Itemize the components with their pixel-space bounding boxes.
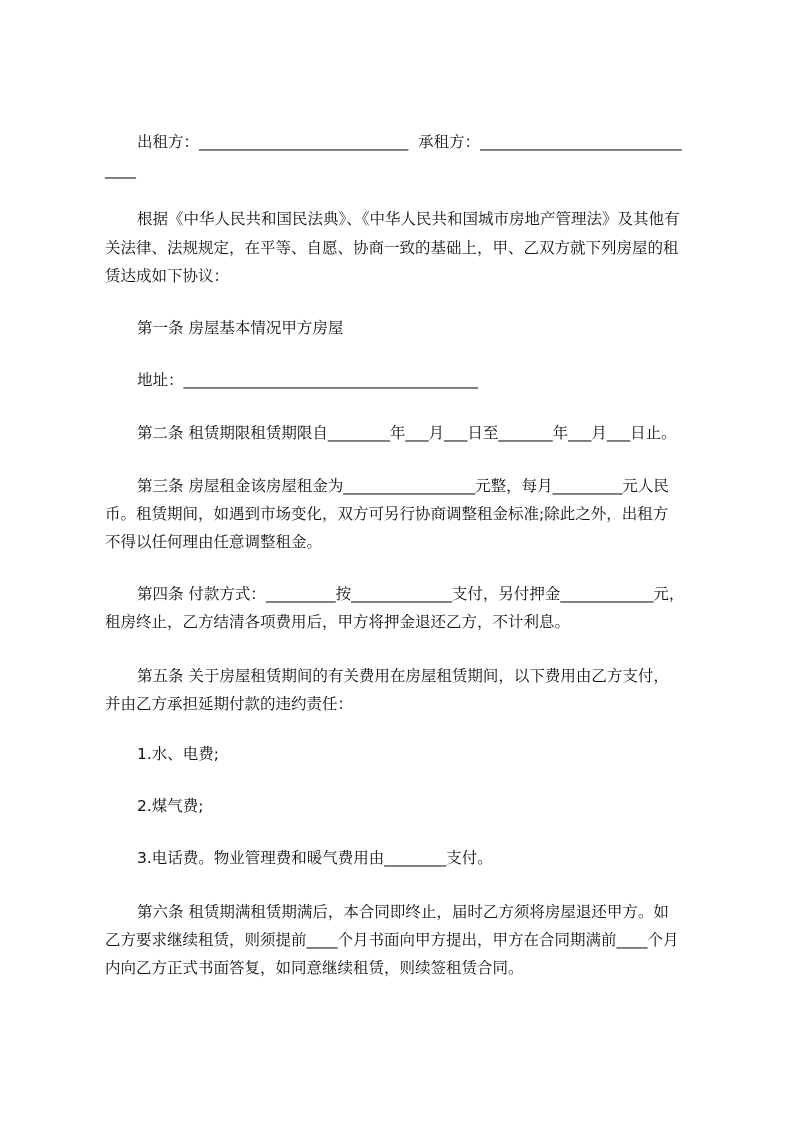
article1-title: 第一条 房屋基本情况甲方房屋 <box>137 319 344 337</box>
preamble-line: 根据《中华人民共和国民法典》、《中华人民共和国城市房地产管理法》及其他有 <box>137 210 680 228</box>
article1-address: 地址：______________________________________ <box>137 371 479 389</box>
article4-line: 租房终止，乙方结清各项费用后，甲方将押金退还乙方，不计利息。 <box>105 613 571 631</box>
article6-line: 乙方要求继续租赁，则须提前____个月书面向甲方提出，甲方在合同期满前____个月 <box>105 931 679 949</box>
article5-line: 第五条 关于房屋租赁期间的有关费用在房屋租赁期间，以下费用由乙方支付， <box>137 667 669 685</box>
article4-line: 第四条 付款方式：_________按_____________支付，另付押金____________元， <box>137 585 685 603</box>
article5-item: 1.水、电费; <box>137 745 220 763</box>
parties-line: 出租方：___________________________ 承租方：__________________________ <box>137 133 682 151</box>
article5-item: 2.煤气费; <box>137 797 204 815</box>
article5-line: 并由乙方承担延期付款的违约责任： <box>105 695 354 713</box>
preamble-line: 赁达成如下协议： <box>105 267 230 285</box>
parties-line-cont: ____ <box>105 161 136 179</box>
preamble-line: 关法律、法规规定，在平等、自愿、协商一致的基础上，甲、乙双方就下列房屋的租 <box>105 239 679 257</box>
article3-line: 第三条 房屋租金该房屋租金为_________________元整，每月_________元人民 <box>137 477 669 495</box>
article3-line: 不得以任何理由任意调整租金。 <box>105 533 323 551</box>
article6-line: 内向乙方正式书面答复，如同意继续租赁，则续签租赁合同。 <box>105 959 524 977</box>
article2-text: 第二条 租赁期限租赁期限自________年___月___日至_______年___月___日止。 <box>137 424 677 442</box>
article3-line: 币。租赁期间，如遇到市场变化，双方可另行协商调整租金标准;除此之外，出租方 <box>105 505 669 523</box>
article5-item: 3.电话费。物业管理费和暖气费用由________支付。 <box>137 849 493 867</box>
article6-line: 第六条 租赁期满租赁期满后，本合同即终止，届时乙方须将房屋退还甲方。如 <box>137 903 669 921</box>
